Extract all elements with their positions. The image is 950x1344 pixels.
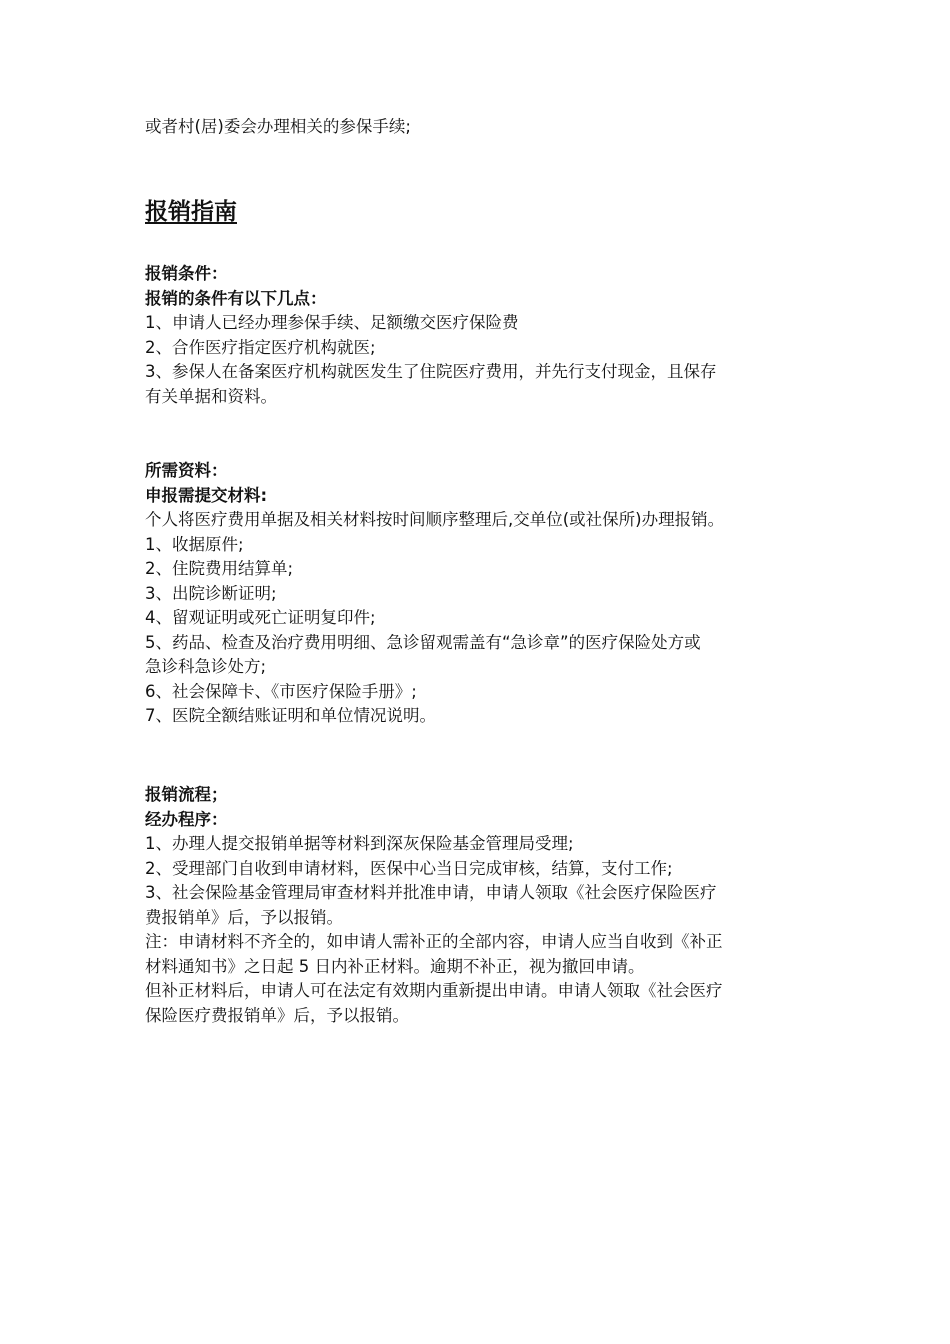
list-item: 有关单据和资料。 bbox=[145, 386, 277, 406]
list-item: 2、受理部门自收到申请材料，医保中心当日完成审核，结算，支付工作; bbox=[145, 858, 673, 878]
list-item: 费报销单》后，予以报销。 bbox=[145, 907, 343, 927]
page-title: 报销指南 bbox=[145, 199, 237, 225]
materials-subtitle: 申报需提交材料: bbox=[145, 485, 268, 505]
note-line: 但补正材料后，申请人可在法定有效期内重新提出申请。申请人领取《社会医疗 bbox=[145, 981, 723, 1000]
conditions-subtitle: 报销的条件有以下几点： bbox=[145, 288, 327, 308]
list-item: 1、申请人已经办理参保手续、足额缴交医疗保险费 bbox=[145, 313, 519, 332]
intro-line: 或者村(居)委会办理相关的参保手续; bbox=[145, 117, 411, 136]
list-item: 2、住院费用结算单; bbox=[145, 559, 294, 578]
list-item: 3、社会保险基金管理局审查材料并批准申请，申请人领取《社会医疗保险医疗 bbox=[145, 883, 717, 902]
list-item: 2、合作医疗指定医疗机构就医; bbox=[145, 337, 376, 357]
note-line: 注：申请材料不齐全的，如申请人需补正的全部内容，申请人应当自收到《补正 bbox=[145, 932, 723, 951]
list-item: 1、收据原件; bbox=[145, 534, 244, 554]
list-item: 3、出院诊断证明; bbox=[145, 583, 277, 603]
process-label: 报销流程； bbox=[145, 785, 228, 804]
materials-label: 所需资料： bbox=[145, 461, 228, 480]
note-line: 材料通知书》之日起 5 日内补正材料。逾期不补正，视为撤回申请。 bbox=[145, 956, 645, 976]
conditions-label: 报销条件： bbox=[145, 264, 228, 283]
list-item: 4、留观证明或死亡证明复印件; bbox=[145, 608, 376, 627]
list-item: 7、医院全额结账证明和单位情况说明。 bbox=[145, 706, 436, 725]
list-item: 5、药品、检查及治疗费用明细、急诊留观需盖有“急诊章”的医疗保险处方或 bbox=[145, 632, 701, 652]
process-section bbox=[145, 783, 815, 1028]
materials-section bbox=[145, 459, 815, 729]
list-item: 急诊科急诊处方; bbox=[145, 657, 267, 676]
list-item: 1、办理人提交报销单据等材料到深灰保险基金管理局受理; bbox=[145, 834, 574, 853]
materials-intro: 个人将医疗费用单据及相关材料按时间顺序整理后,交单位(或社保所)办理报销。 bbox=[145, 510, 725, 529]
conditions-section bbox=[145, 262, 815, 409]
list-item: 3、参保人在备案医疗机构就医发生了住院医疗费用，并先行支付现金，且保存 bbox=[145, 362, 717, 381]
note-line: 保险医疗费报销单》后，予以报销。 bbox=[145, 1005, 409, 1025]
process-subtitle: 经办程序： bbox=[145, 809, 228, 829]
list-item: 6、社会保障卡、《市医疗保险手册》; bbox=[145, 681, 417, 701]
